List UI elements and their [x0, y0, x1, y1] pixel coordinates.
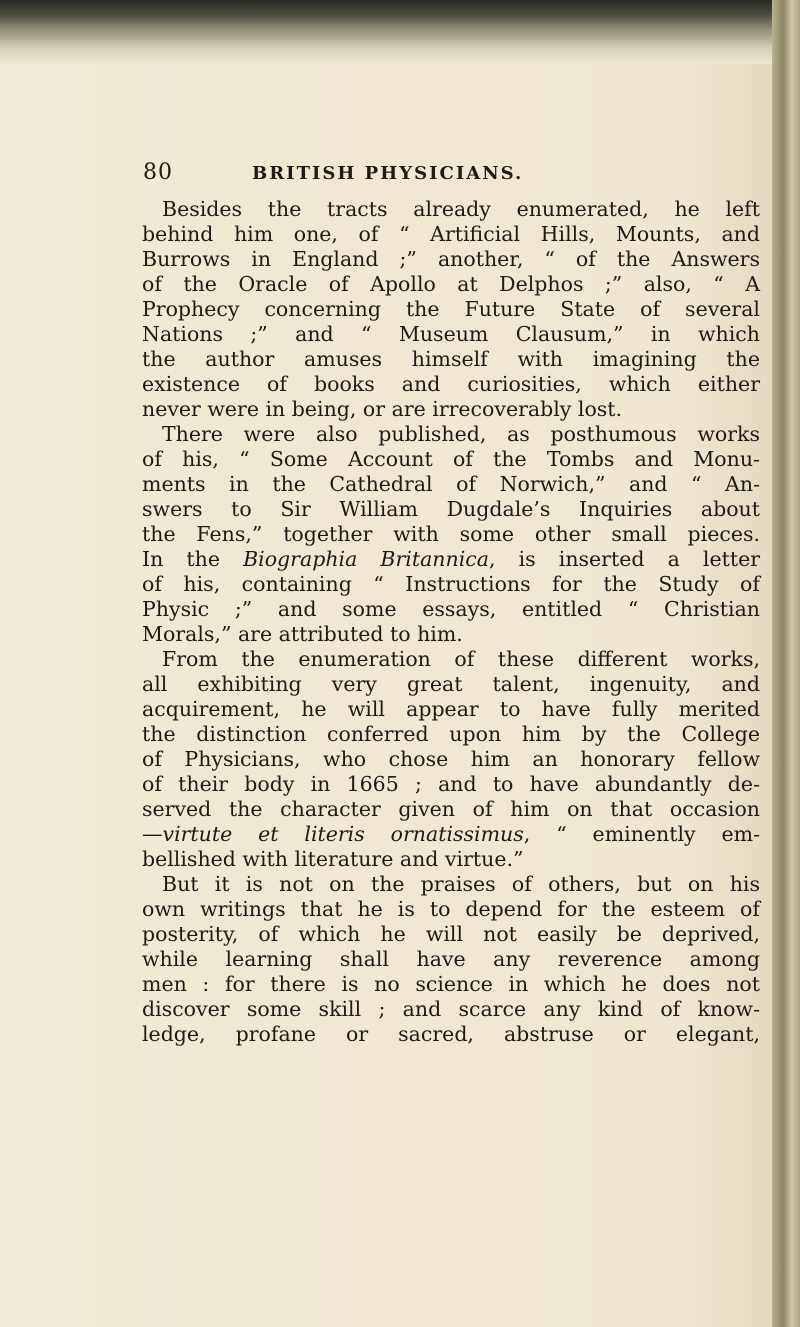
body-text — [142, 197, 760, 1047]
text-line: Burrows in England ;” another, “ of the Answers — [142, 247, 760, 271]
text-line: of his, containing “ Instructions for the Study of — [142, 572, 760, 596]
text-line: But it is not on the praises of others, but on his — [162, 872, 760, 896]
text-line: There were also published, as posthumous works — [162, 422, 760, 446]
text-line: of his, “ Some Account of the Tombs and Monu- — [142, 447, 760, 471]
text-line: the distinction conferred upon him by the College — [142, 722, 760, 746]
page-top-shadow — [0, 0, 800, 64]
text-run: In the — [142, 547, 244, 571]
italic-text: virtute et literis ornatissimus — [162, 822, 524, 846]
text-line: discover some skill ; and scarce any kind of know- — [142, 997, 760, 1021]
text-line: the author amuses himself with imagining the — [142, 347, 760, 371]
text-line: behind him one, of “ Artificial Hills, Mounts, and — [142, 222, 760, 246]
text-line: of the Oracle of Apollo at Delphos ;” also, “ A — [142, 272, 760, 296]
text-line: Physic ;” and some essays, entitled “ Christian — [142, 597, 760, 621]
text-line — [142, 822, 760, 847]
text-run: — — [142, 822, 163, 846]
page-number: 80 — [143, 160, 173, 185]
text-line: existence of books and curiosities, which either — [142, 372, 760, 396]
adjacent-page-edge — [772, 0, 800, 1327]
italic-text: Biographia Britannica — [243, 547, 489, 571]
text-line: all exhibiting very great talent, ingenuity, and — [142, 672, 760, 696]
text-line: the Fens,” together with some other small pieces. — [142, 522, 760, 546]
text-line: ments in the Cathedral of Norwich,” and “ An- — [142, 472, 760, 496]
text-line: Besides the tracts already enumerated, he left — [162, 197, 760, 221]
text-line: while learning shall have any reverence among — [142, 947, 760, 971]
text-line: From the enumeration of these different works, — [162, 647, 760, 671]
text-line: Morals,” are attributed to him. — [142, 622, 463, 646]
text-run: , “ eminently em- — [523, 822, 760, 846]
text-line: posterity, of which he will not easily be deprived, — [142, 922, 760, 946]
text-line — [142, 547, 760, 572]
text-line: Prophecy concerning the Future State of several — [142, 297, 760, 321]
text-line: of Physicians, who chose him an honorary fellow — [142, 747, 760, 771]
text-line: of their body in 1665 ; and to have abundantly de- — [142, 772, 760, 796]
text-line: never were in being, or are irrecoverably lost. — [142, 397, 623, 421]
text-line: own writings that he is to depend for the esteem of — [142, 897, 760, 921]
text-line: Nations ;” and “ Museum Clausum,” in which — [142, 322, 760, 346]
text-line: men : for there is no science in which he does not — [142, 972, 760, 996]
text-run: , is inserted a letter — [488, 547, 761, 571]
text-line: served the character given of him on that occasion — [142, 797, 760, 821]
text-line: ledge, profane or sacred, abstruse or elegant, — [142, 1022, 760, 1046]
text-line: bellished with literature and virtue.” — [142, 847, 524, 871]
text-line: acquirement, he will appear to have fully merited — [142, 697, 760, 721]
running-head: BRITISH PHYSICIANS. — [252, 163, 524, 184]
text-line: swers to Sir William Dugdale’s Inquiries about — [142, 497, 760, 521]
